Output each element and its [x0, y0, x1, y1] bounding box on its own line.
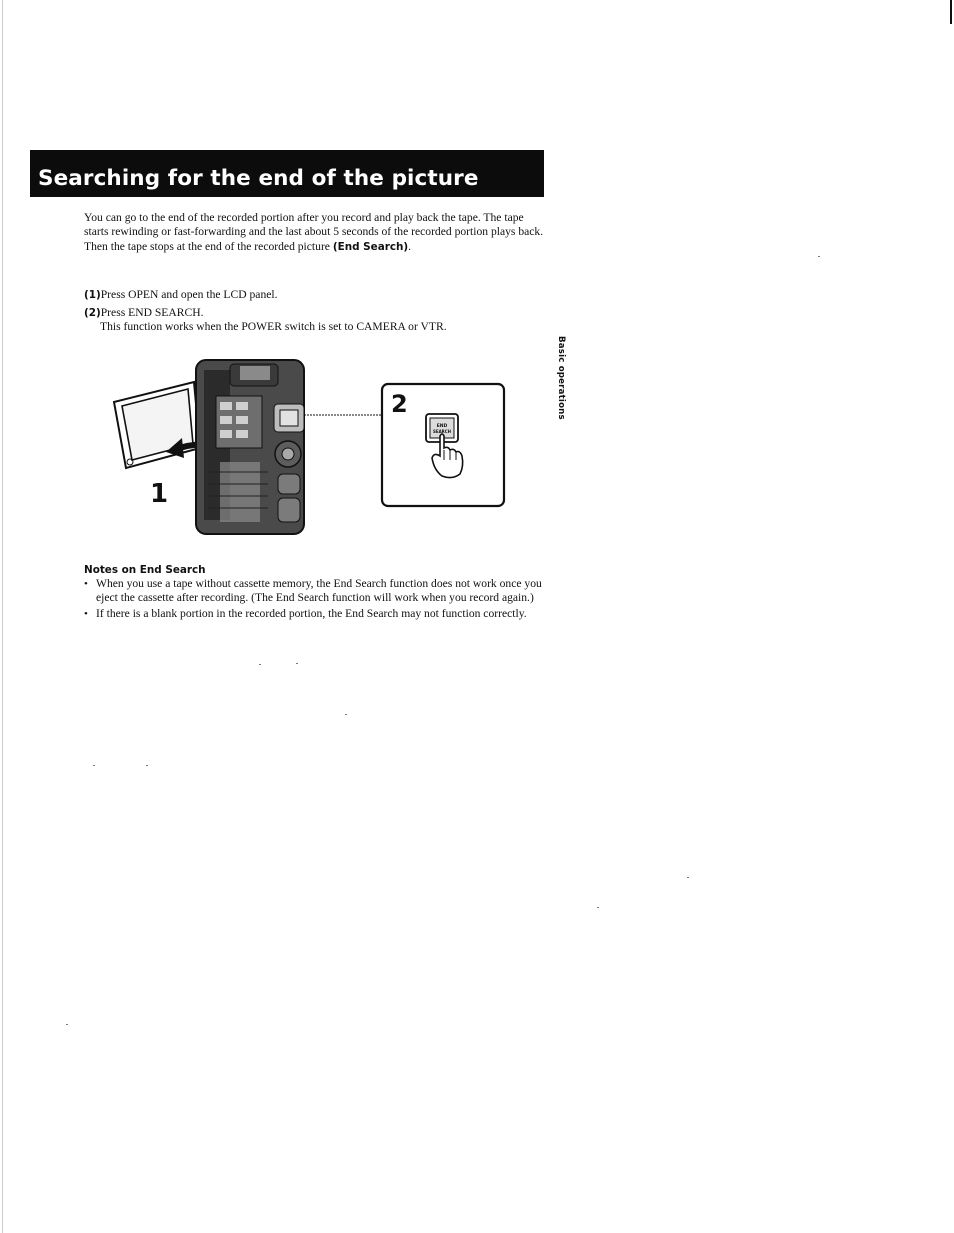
callout-1: 1 [150, 479, 169, 509]
step-2-note: This function works when the POWER switch is set to CAMERA or VTR. [100, 320, 447, 333]
scan-speck [93, 765, 95, 766]
note-item: • If there is a blank portion in the recorded portion, the End Search may not function correctly. [84, 607, 546, 621]
step-2-text: Press END SEARCH. [100, 306, 204, 319]
intro-paragraph [84, 211, 550, 254]
scan-speck [259, 664, 261, 665]
step-2-number: (2) [84, 307, 101, 319]
scan-speck [687, 877, 689, 878]
step-2 [84, 306, 203, 320]
intro-term: (End Search) [332, 240, 409, 253]
note-item: • When you use a tape without cassette memory, the End Search function does not work once you eject the cassette after recording. (The End Search function will work when you record again.) [84, 577, 546, 605]
scan-speck [345, 714, 347, 715]
page-edge-mark [950, 0, 952, 24]
lcd-panel-drawing [114, 382, 208, 468]
button-label-end: END [436, 424, 448, 429]
side-tab-label: Basic operations [556, 336, 566, 420]
page-title: Searching for the end of the picture [38, 166, 479, 191]
notes-heading: Notes on End Search [84, 564, 206, 576]
scan-speck [818, 256, 820, 257]
step-1 [84, 288, 278, 302]
scan-speck [146, 765, 148, 766]
camcorder-illustration [108, 352, 513, 542]
step-1-text: Press OPEN and open the LCD panel. [100, 288, 278, 301]
section-title-bar [30, 150, 544, 197]
camcorder-body-drawing [196, 360, 304, 534]
intro-end: . [408, 239, 412, 253]
step-1-number: (1) [84, 289, 101, 301]
button-label-search: SEARCH [432, 429, 452, 434]
intro-text: You can go to the end of the recorded portion after you record and play back the tape. The tape starts rewinding or fast-forwarding and the last about 5 seconds of the recorded portion plays back. Then the tape stops at the end of the recorded picture [84, 211, 544, 253]
scan-speck [296, 663, 298, 664]
scan-speck [66, 1024, 68, 1025]
scan-speck [597, 907, 599, 908]
page-edge-line [2, 0, 3, 1233]
callout-2: 2 [391, 390, 408, 418]
notes-list [84, 577, 546, 624]
